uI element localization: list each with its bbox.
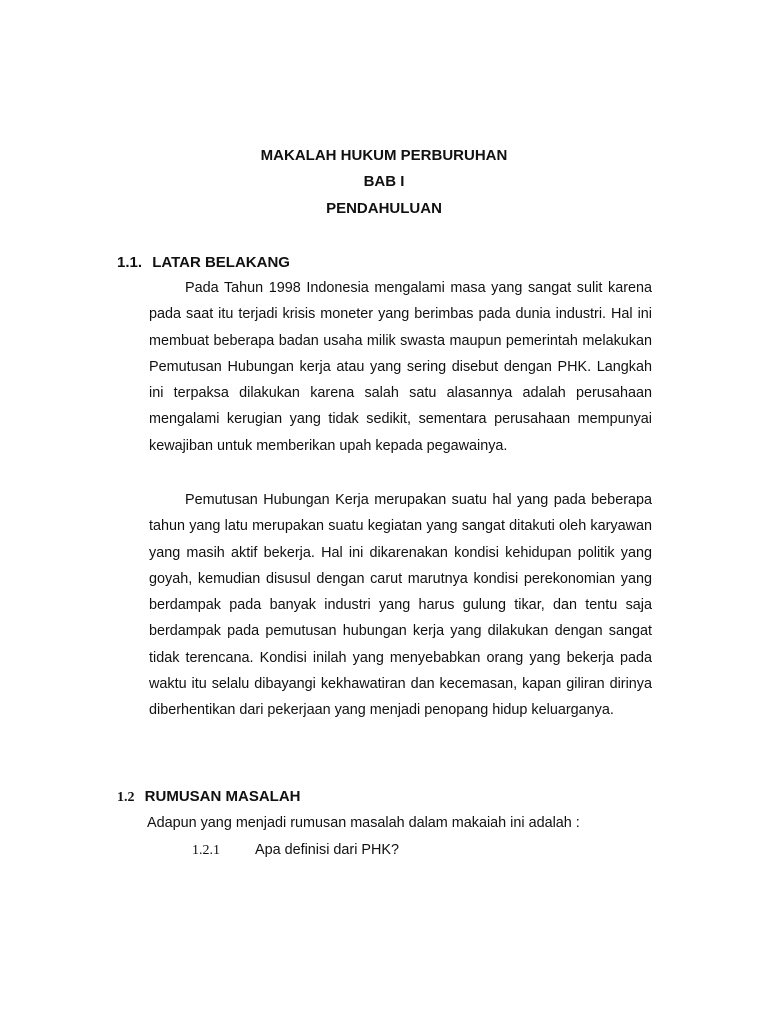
document-title: MAKALAH HUKUM PERBURUHAN [260,147,508,164]
list-item [192,840,399,861]
paragraph-2: Pemutusan Hubungan Kerja merupakan suatu hal yang pada beberapa tahun yang latu merupakan suatu kegiatan yang sangat ditakuti oleh karyawan yang masih aktif bekerja. Hal ini dikarenakan kondisi kehidupan politik yang goyah, kemudian disusul dengan carut marutnya kondisi perekonomian yang berdampak pada banyak industri yang harus gulung tikar, dan tentu saja berdampak pada pemutusan hubungan kerja yang dilakukan dengan sangat tidak terencana. Kondisi inilah yang menyebabkan orang yang bekerja pada waktu itu selalu dibayangi kekhawatiran dan kecemasan, kapan giliran dirinya diberhentikan dari pekerjaan yang menjadi penopang hidup keluarganya. [149,492,652,719]
rumusan-intro: Adapun yang menjadi rumusan masalah dalam makaiah ini adalah : [147,815,580,831]
list-item-number: 1.2.1 [192,843,220,858]
section-heading-latar-belakang [117,253,290,273]
section-title: LATAR BELAKANG [152,254,290,271]
list-item-text: Apa definisi dari PHK? [255,842,399,858]
chapter-number: BAB I [363,173,405,190]
section-heading-rumusan-masalah [117,787,301,808]
section-number: 1.2 [117,790,135,805]
section-title: RUMUSAN MASALAH [144,788,301,805]
chapter-title: PENDAHULUAN [326,200,442,217]
paragraph-1: Pada Tahun 1998 Indonesia mengalami masa yang sangat sulit karena pada saat itu terjadi krisis moneter yang berimbas pada dunia industri. Hal ini membuat beberapa badan usaha milik swasta maupun pemerintah melakukan Pemutusan Hubungan kerja atau yang sering disebut dengan PHK. Langkah ini terpaksa dilakukan karena salah satu alasannya adalah perusahaan mengalami kerugian yang tidak sedikit, sementara perusahaan mempunyai kewajiban untuk memberikan upah kepada pegawainya. [149,280,652,454]
section-number: 1.1. [117,254,143,271]
